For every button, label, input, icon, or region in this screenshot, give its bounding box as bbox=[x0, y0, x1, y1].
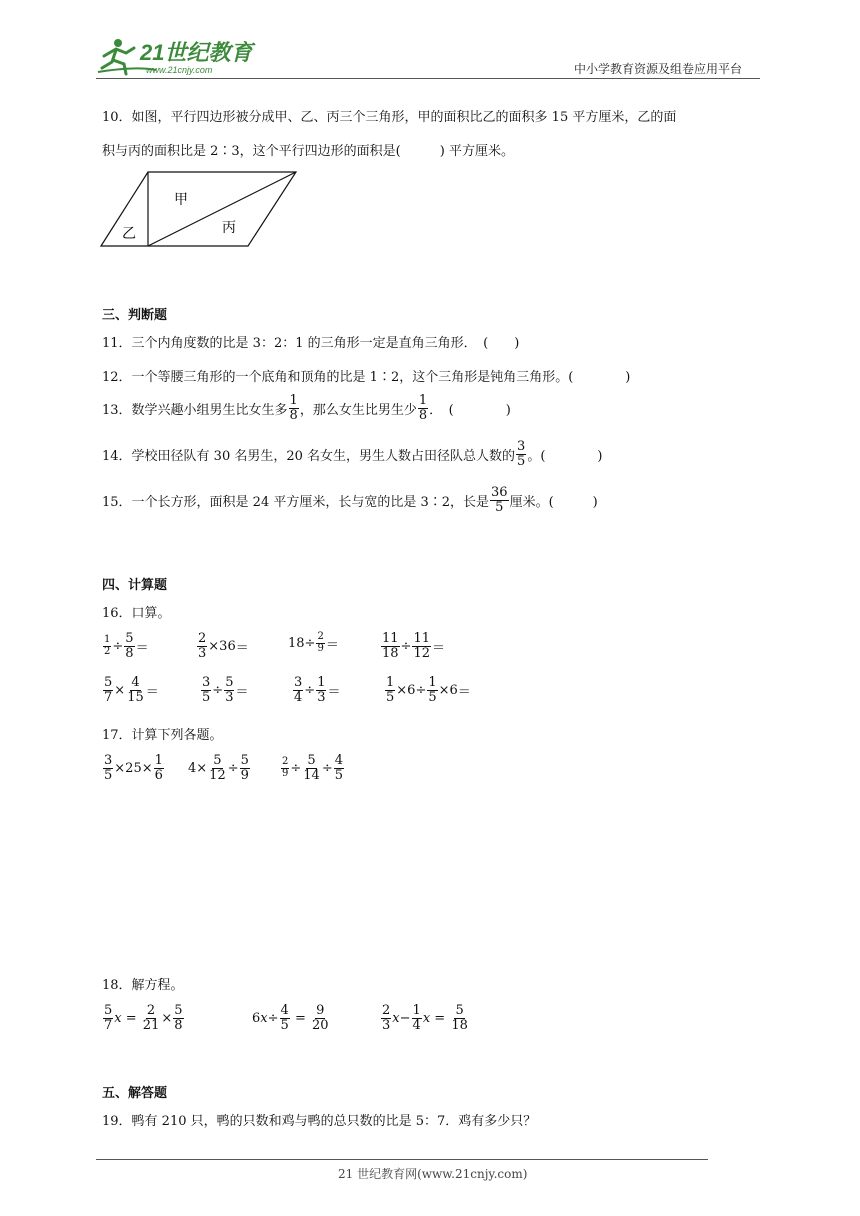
q14: 14．学校田径队有 30 名男生，20 名女生，男生人数占田径队总人数的 $\frac{3}{5}$ 。( ) bbox=[102, 439, 603, 469]
q17-title: 17．计算下列各题。 bbox=[102, 728, 223, 743]
footer-text: 21 世纪教育网(www.21cnjy.com) bbox=[338, 1167, 528, 1181]
q16-r1c4: $\frac{11}{18}$ ÷ $\frac{11}{12}$ ＝ bbox=[382, 631, 446, 661]
q16-r1c1: $\frac{1}{2}$ ÷ $\frac{5}{8}$ ＝ bbox=[104, 631, 149, 661]
q10-line1: 10．如图，平行四边形被分成甲、乙、丙三个三角形，甲的面积比乙的面积多 15 平方厘米，乙的面 bbox=[102, 110, 677, 125]
q19-text: 19．鸭有 210 只，鸭的只数和鸡与鸭的总只数的比是 5：7．鸡有多少只？ bbox=[102, 1114, 537, 1129]
section-4-title: 四、计算题 bbox=[102, 578, 168, 593]
q17-e2: 4× $\frac{5}{12}$ ÷ $\frac{5}{9}$ bbox=[188, 753, 249, 783]
q16-r1c3: 18÷ $\frac{2}{9}$ ＝ bbox=[288, 631, 339, 654]
q10-line2: 积与丙的面积比是 2∶3，这个平行四边形的面积是( ) 平方厘米。 bbox=[102, 144, 514, 159]
q17-e3: $\frac{2}{9}$ ÷ $\frac{5}{14}$ ÷ $\frac{4}{5}$ bbox=[282, 753, 344, 783]
q11-text: 11．三个内角度数的比是 3：2：1 的三角形一定是直角三角形． ( ) bbox=[102, 336, 520, 351]
q16-r2c1: $\frac{5}{7}$ × $\frac{4}{15}$ ＝ bbox=[104, 675, 159, 705]
q16-title: 16．口算。 bbox=[102, 606, 171, 621]
label-yi: 乙 bbox=[122, 226, 136, 242]
label-bing: 丙 bbox=[222, 220, 236, 236]
footer-divider bbox=[96, 1159, 708, 1160]
q18-e3: $\frac{2}{3}$ x − $\frac{1}{4}$ x = $\frac{5}{18}$ bbox=[382, 1003, 468, 1033]
site-logo bbox=[96, 36, 256, 78]
q16-r1c2: $\frac{2}{3}$ ×36 ＝ bbox=[198, 631, 249, 661]
section-5-title: 五、解答题 bbox=[102, 1086, 168, 1101]
q16-r2c2: $\frac{3}{5}$ ÷ $\frac{5}{3}$ ＝ bbox=[202, 675, 249, 705]
logo-url: www.21cnjy.com bbox=[146, 65, 213, 75]
q15: 15．一个长方形，面积是 24 平方厘米，长与宽的比是 3∶2，长是 $\frac{36}{5}$ 厘米。( ) bbox=[102, 485, 598, 515]
q18-e2: 6 x ÷ $\frac{4}{5}$ = $\frac{9}{20}$ bbox=[252, 1003, 329, 1033]
parallelogram-figure bbox=[98, 168, 300, 250]
section-3-title: 三、判断题 bbox=[102, 308, 168, 323]
q17-e1: $\frac{3}{5}$ ×25× $\frac{1}{6}$ bbox=[104, 753, 163, 783]
q16-r2c3: $\frac{3}{4}$ ÷ $\frac{1}{3}$ ＝ bbox=[294, 675, 341, 705]
logo-text: 21世纪教育 bbox=[140, 40, 253, 65]
label-jia: 甲 bbox=[174, 192, 188, 208]
q18-title: 18．解方程。 bbox=[102, 978, 184, 993]
platform-name: 中小学教育资源及组卷应用平台 bbox=[574, 62, 743, 76]
header-divider bbox=[96, 78, 760, 79]
q12-text: 12．一个等腰三角形的一个底角和顶角的比是 1∶2，这个三角形是钝角三角形。( ) bbox=[102, 370, 631, 385]
q16-r2c4: $\frac{1}{5}$ ×6÷ $\frac{1}{5}$ ×6 ＝ bbox=[386, 675, 471, 705]
q18-e1: $\frac{5}{7}$ x = $\frac{2}{21}$ × $\frac{5}{8}$ bbox=[104, 1003, 183, 1033]
q13: 13．数学兴趣小组男生比女生多 $\frac{1}{8}$ ，那么女生比男生少 $\frac{1}{8}$ ． ( ) bbox=[102, 393, 511, 423]
